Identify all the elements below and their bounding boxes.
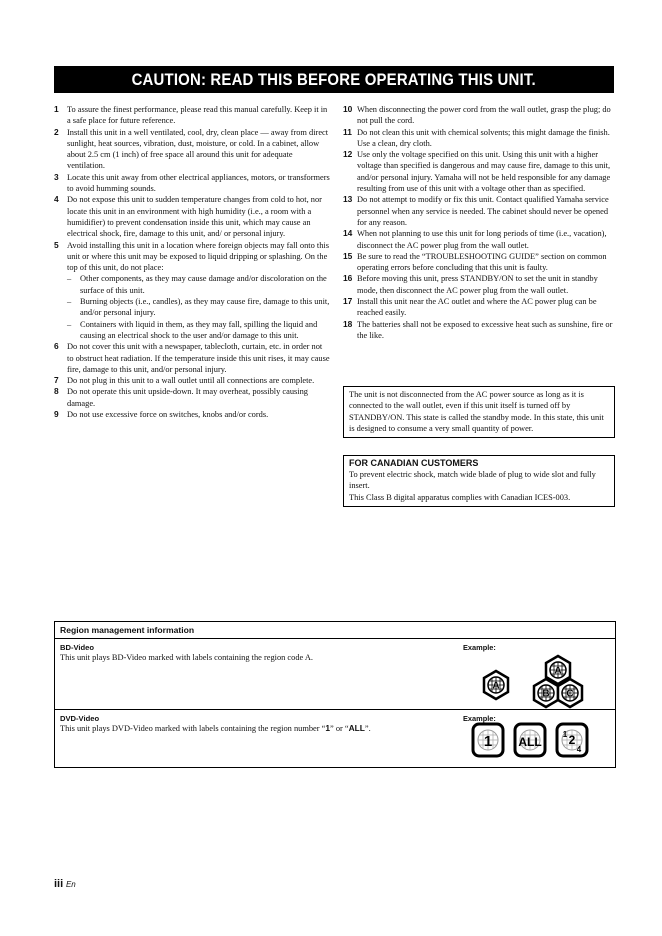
item-text: Install this unit near the AC outlet and where the AC power plug can be reached easily. (357, 297, 597, 318)
bd-region-logos (480, 653, 600, 713)
logo-letter: C (566, 688, 574, 700)
bd-video-text: This unit plays BD-Video marked with labels containing the region code A. (60, 653, 314, 662)
item-number: 14 (343, 228, 353, 239)
item-number: 7 (54, 375, 59, 386)
canadian-customers-box (343, 455, 615, 507)
canadian-line-2: This Class B digital apparatus complies with Canadian ICES-003. (349, 492, 571, 502)
list-item (343, 127, 615, 150)
logo-letter: B (542, 688, 550, 700)
list-item (343, 149, 615, 194)
logo-letter: A (492, 680, 500, 692)
sub-item-text: Other components, as they may cause damage and/or discoloration on the surface of this unit. (80, 274, 327, 295)
dash-bullet: – (67, 274, 72, 284)
item-text: Avoid installing this unit in a location where foreign objects may fall onto this unit or where this unit may be exposed to liquid dripping or splashing. On the top of this unit, do not place: (67, 240, 329, 273)
dash-bullet: – (67, 319, 72, 329)
item-number: 6 (54, 341, 59, 352)
dvd-region-logos (470, 722, 600, 758)
sub-item (67, 319, 330, 342)
item-number: 9 (54, 409, 59, 420)
item-text: Install this unit in a well ventilated, cool, dry, clean place — away from direct sunlight, heat sources, vibration, dust, moisture, or cold. In a cabinet, allow about 2.5 cm (1 inch) of free space all around this unit for adequate ventilation. (67, 127, 329, 171)
canadian-heading: FOR CANADIAN CUSTOMERS (349, 458, 479, 468)
item-number: 11 (343, 126, 352, 137)
list-item (343, 273, 615, 296)
logo-number: ALL (518, 735, 542, 749)
dvd-code-1: 1 (325, 723, 331, 733)
item-text: Do not clean this unit with chemical solvents; this might damage the finish. Use a clean, dry cloth. (357, 127, 610, 148)
item-number: 16 (343, 273, 353, 284)
list-item (54, 127, 330, 172)
item-text: Do not attempt to modify or fix this unit. Contact qualified Yamaha service personnel when any service is needed. The cabinet should never be opened for any reason. (357, 195, 609, 227)
dash-bullet: – (67, 297, 72, 307)
sub-item-text: Burning objects (i.e., candles), as they may cause fire, damage to this unit, and/or personal injury. (80, 297, 330, 318)
page-footer (54, 878, 76, 890)
item-number: 15 (343, 250, 353, 261)
logo-number: 1 (562, 730, 568, 739)
list-item (54, 194, 330, 239)
bd-example-label: Example: (463, 643, 496, 652)
list-item (343, 228, 615, 251)
list-item (54, 375, 330, 386)
standby-note-box (343, 386, 615, 438)
dvd-code-all: ALL (348, 723, 365, 733)
item-number: 17 (343, 296, 353, 307)
page-title-text: CAUTION: READ THIS BEFORE OPERATING THIS UNIT. (131, 70, 537, 89)
item-text: Do not expose this unit to sudden temperature changes from cold to hot, nor locate this unit in an environment with high humidity (i.e., a room with a humidifier) to prevent condensation inside this unit, which may cause an electrical shock, fire, damage to this unit, and/ or personal injury. (67, 195, 322, 239)
canadian-line-1: To prevent electric shock, match wide blade of plug to wide slot and fully insert. (349, 470, 596, 491)
standby-note-text: The unit is not disconnected from the AC power source as long as it is connected to the wall outlet, even if this unit itself is turned off by STANDBY/ON. This state is called the standby mode. In this state, this unit is designed to consume a very small quantity of power. (349, 390, 604, 433)
item-text: To assure the finest performance, please read this manual carefully. Keep it in a safe place for future reference. (67, 105, 328, 126)
sub-item-text: Containers with liquid in them, as they may fall, spilling the liquid and causing an electrical shock to the user and/or damage to this unit. (80, 319, 318, 340)
bd-video-row (55, 639, 615, 710)
language-code: En (65, 880, 76, 889)
item-number: 2 (54, 126, 59, 137)
list-item (54, 409, 330, 420)
dvd-video-row (55, 710, 615, 767)
item-number: 5 (54, 239, 59, 250)
dvd-example-label: Example: (463, 714, 496, 723)
logo-letter: A (554, 665, 562, 677)
item-number: 1 (54, 104, 59, 114)
item-text: Before moving this unit, press STANDBY/ON to set the unit in standby mode, then disconnect the AC power plug from the wall outlet. (357, 274, 598, 295)
dvd-text-mid: ” or “ (330, 724, 349, 733)
item-text: Locate this unit away from other electrical appliances, motors, or transformers to avoid humming sounds. (67, 172, 330, 194)
region-abc-logo-icon (534, 656, 582, 707)
region-all-logo-icon (515, 724, 545, 756)
region-124-logo-icon (557, 724, 587, 756)
logo-number: 4 (576, 745, 582, 754)
sub-item (67, 296, 330, 319)
item-text: Do not operate this unit upside-down. It may overheat, possibly causing damage. (67, 387, 308, 408)
caution-list-right (343, 104, 615, 341)
item-text: The batteries shall not be exposed to excessive heat such as sunshine, fire or the like. (357, 319, 613, 340)
item-text: Use only the voltage specified on this unit. Using this unit with a higher voltage than specified is dangerous and may cause fire, damage to this unit, and/or personal injury. Yamaha will not be held responsible for any damage resulting from use of this unit with a voltage other than as specified. (357, 150, 611, 194)
dvd-text-post: ”. (364, 724, 371, 733)
item-text: When not planning to use this unit for long periods of time (i.e., vacation), disconnect the AC power plug from the wall outlet. (357, 229, 607, 250)
region-a-logo-icon (484, 671, 508, 699)
list-item (54, 240, 330, 274)
page-number: iii (54, 878, 64, 890)
list-item (343, 296, 615, 319)
logo-number: 2 (568, 733, 576, 747)
page-title (54, 66, 614, 93)
list-item (54, 172, 330, 195)
caution-list-left (54, 104, 330, 420)
item-text: When disconnecting the power cord from the wall outlet, grasp the plug; do not pull the cord. (357, 105, 611, 126)
item-number: 8 (54, 386, 59, 397)
bd-video-label: BD-Video (60, 643, 95, 652)
item-text: Do not cover this unit with a newspaper, tablecloth, curtain, etc. in order not to obstruct heat radiation. If the temperature inside this unit rises, it may cause fire, damage to this unit, and/or personal injury. (67, 342, 330, 374)
item-text: Do not plug in this unit to a wall outlet until all connections are complete. (67, 376, 315, 386)
item-number: 3 (54, 171, 59, 182)
dvd-video-label: DVD-Video (60, 714, 100, 723)
list-item (54, 104, 330, 127)
item-number: 10 (343, 104, 353, 114)
list-item (343, 104, 615, 127)
item-text: Do not use excessive force on switches, knobs and/or cords. (67, 410, 269, 420)
item-text: Be sure to read the “TROUBLESHOOTING GUIDE” section on common operating errors before concluding that this unit is faulty. (357, 251, 607, 273)
region-management-table (54, 621, 616, 768)
list-item (54, 341, 330, 375)
item-number: 13 (343, 194, 353, 205)
dvd-text-pre: This unit plays DVD-Video marked with labels containing the region number “ (60, 724, 326, 733)
region-1-logo-icon (473, 724, 503, 756)
sub-item (67, 273, 330, 296)
logo-number: 1 (483, 733, 493, 750)
list-item (343, 194, 615, 228)
list-item (343, 251, 615, 274)
list-item (343, 319, 615, 342)
region-heading: Region management information (55, 622, 615, 639)
item-number: 18 (343, 318, 353, 329)
list-item (54, 386, 330, 409)
item-number: 12 (343, 149, 353, 160)
item-number: 4 (54, 194, 59, 205)
